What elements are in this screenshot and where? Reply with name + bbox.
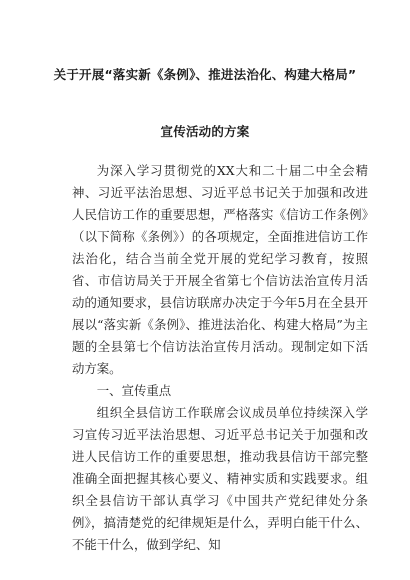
intro-paragraph-block [72,160,368,380]
section-heading: 一、宣传重点 [96,383,172,398]
section-paragraph: 组织全县信访工作联席会议成员单位持续深入学习宣传习近平法治思想、习近平总书记关于加强和改进人民信访工作的重要思想，推动我县信访干部完整准确全面把握其核心要义、精神实质和实践要求。组织全县信访干部认真学习《中国共产党纪律处分条例》，搞清楚党的纪律规矩是什么，弄明白能干什么、不能干什么，做到学纪、知 [72,405,368,552]
section-heading-block [72,380,368,402]
document-title-line1: 关于开展“落实新《条例》、推进法治化、构建大格局” [53,67,357,82]
document-title-line2: 宣传活动的方案 [160,124,250,139]
section-paragraph-block [72,402,368,556]
intro-paragraph: 为深入学习贯彻党的XX大和二十届二中全会精神、习近平法治思想、习近平总书记关于加强和改进人民信访工作的重要思想，严格落实《信访工作条例》（以下简称《条例》）的各项规定，全面推进信访工作法治化，结合当前全党开展的党纪学习教育，按照省、市信访局关于开展全省第七个信访法治宣传月活动的通知要求，县信访联席办决定于今年5月在全县开展以“落实新《条例》、推进法治化、构建大格局”为主题的全县第七个信访法治宣传月活动。现制定如下活动方案。 [72,163,368,376]
